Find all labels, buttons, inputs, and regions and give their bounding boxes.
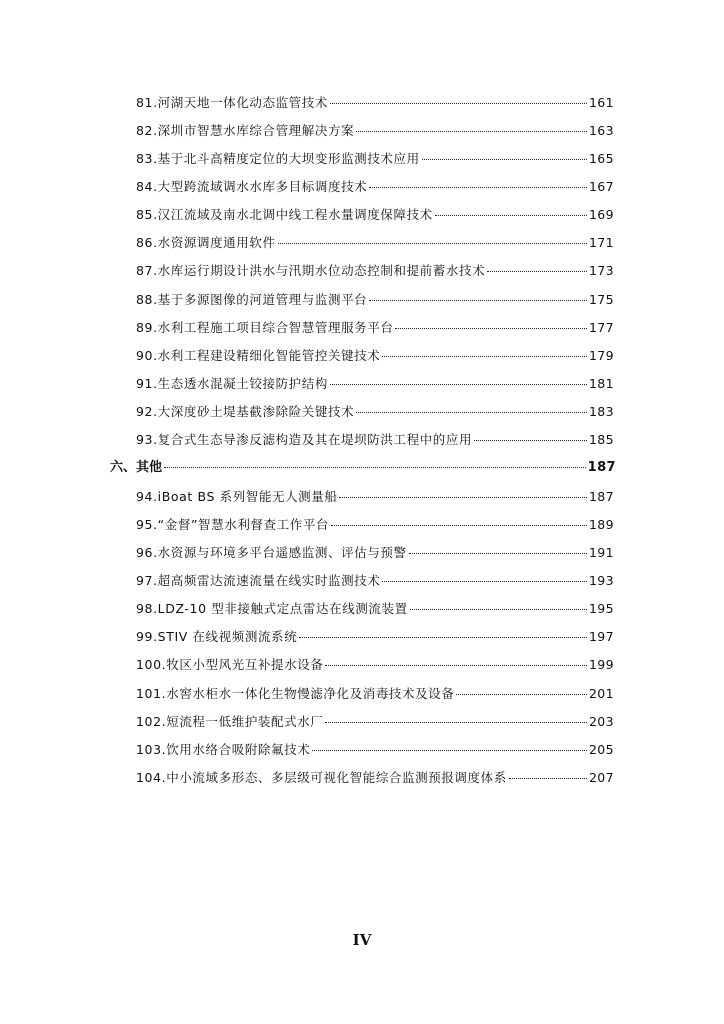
toc-entry-label: 88.基于多源图像的河道管理与监测平台 [136, 292, 368, 307]
toc-entry-page: 179 [588, 348, 614, 363]
toc-entry-label: 100.牧区小型风光互补提水设备 [136, 657, 324, 672]
toc-entry-91[interactable] [136, 376, 614, 392]
leader-dots [356, 411, 587, 413]
leader-dots [409, 552, 587, 554]
toc-entry-page: 183 [588, 404, 614, 419]
toc-entry-page: 169 [588, 207, 614, 222]
toc-entry-label: 97.超高频雷达流速流量在线实时监测技术 [136, 573, 381, 588]
toc-entry-label: 94.iBoat BS 系列智能无人测量船 [136, 489, 338, 504]
toc-entry-page: 195 [588, 601, 614, 616]
toc-entry-89[interactable] [136, 320, 614, 336]
toc-entry-page: 203 [588, 714, 614, 729]
leader-dots [369, 299, 587, 301]
toc-entry-98[interactable] [136, 601, 614, 617]
toc-entry-page: 189 [588, 517, 614, 532]
leader-dots [331, 524, 587, 526]
toc-entry-label: 89.水利工程施工项目综合智慧管理服务平台 [136, 320, 394, 335]
toc-entry-page: 173 [588, 263, 614, 278]
toc-entry-page: 187 [588, 489, 614, 504]
toc-entry-page: 175 [588, 292, 614, 307]
toc-section-other[interactable] [110, 460, 616, 476]
toc-entry-label: 86.水资源调度通用软件 [136, 235, 276, 250]
toc-entry-page: 199 [588, 657, 614, 672]
toc-entry-page: 161 [588, 95, 614, 110]
toc-entry-92[interactable] [136, 404, 614, 420]
leader-dots [410, 608, 587, 610]
toc-entry-page: 165 [588, 151, 614, 166]
leader-dots [330, 383, 587, 385]
toc-entry-label: 99.STIV 在线视频测流系统 [136, 629, 298, 644]
toc-entry-page: 171 [588, 235, 614, 250]
toc-entry-103[interactable] [136, 742, 614, 758]
toc-entry-page: 205 [588, 742, 614, 757]
toc-entry-label: 93.复合式生态导渗反滤构造及其在堤坝防洪工程中的应用 [136, 432, 473, 447]
toc-entry-101[interactable] [136, 686, 614, 702]
leader-dots [382, 580, 587, 582]
toc-entry-104[interactable] [136, 770, 614, 786]
toc-entry-page: 207 [588, 770, 614, 785]
toc-entry-label: 90.水利工程建设精细化智能管控关键技术 [136, 348, 381, 363]
toc-entry-page: 185 [588, 432, 614, 447]
toc-entry-page: 191 [588, 545, 614, 560]
toc-entry-label: 95.“金督”智慧水利督查工作平台 [136, 517, 330, 532]
leader-dots [339, 496, 586, 498]
toc-entry-96[interactable] [136, 545, 614, 561]
toc-entry-label: 96.水资源与环境多平台遥感监测、评估与预警 [136, 545, 407, 560]
leader-dots [312, 749, 587, 751]
page-number: IV [352, 931, 372, 949]
toc-entry-label: 91.生态透水混凝土铰接防护结构 [136, 376, 328, 391]
leader-dots [509, 777, 587, 779]
toc-entry-label: 92.大深度砂土堤基截渗除险关键技术 [136, 404, 355, 419]
toc-entry-83[interactable] [136, 151, 614, 167]
toc-entry-82[interactable] [136, 123, 614, 139]
toc-entry-page: 193 [588, 573, 614, 588]
leader-dots [435, 214, 587, 216]
toc-entry-label: 84.大型跨流域调水水库多目标调度技术 [136, 179, 368, 194]
toc-entry-label: 102.短流程一低维护装配式水厂 [136, 714, 324, 729]
toc-section-label: 六、其他 [110, 460, 163, 475]
leader-dots [456, 693, 587, 695]
toc-entry-95[interactable] [136, 517, 614, 533]
toc-section-page: 187 [587, 460, 616, 475]
toc-entry-81[interactable] [136, 95, 614, 111]
toc-entry-label: 85.汉江流域及南水北调中线工程水量调度保障技术 [136, 207, 433, 222]
toc-entry-90[interactable] [136, 348, 614, 364]
leader-dots [487, 270, 587, 272]
toc-entry-label: 101.水窖水柜水一体化生物慢滤净化及消毒技术及设备 [136, 686, 455, 701]
toc-entry-88[interactable] [136, 292, 614, 308]
leader-dots [422, 158, 587, 160]
toc-entry-label: 103.饮用水络合吸附除氟技术 [136, 742, 311, 757]
leader-dots [369, 186, 587, 188]
leader-dots [395, 327, 586, 329]
leader-dots [474, 439, 587, 441]
toc-entry-page: 163 [588, 123, 614, 138]
toc-entry-85[interactable] [136, 207, 614, 223]
leader-dots [325, 664, 587, 666]
toc-entry-84[interactable] [136, 179, 614, 195]
leader-dots [382, 355, 587, 357]
toc-entry-94[interactable] [136, 489, 614, 505]
leader-dots [299, 636, 587, 638]
toc-entry-label: 81.河湖天地一体化动态监管技术 [136, 95, 328, 110]
leader-dots [164, 466, 586, 468]
toc-entry-93[interactable] [136, 432, 614, 448]
toc-entry-100[interactable] [136, 657, 614, 673]
leader-dots [356, 130, 587, 132]
toc-entry-87[interactable] [136, 263, 614, 279]
toc-entry-page: 177 [588, 320, 614, 335]
toc-entry-page: 181 [588, 376, 614, 391]
toc-entry-102[interactable] [136, 714, 614, 730]
toc-entry-page: 201 [588, 686, 614, 701]
leader-dots [330, 102, 587, 104]
leader-dots [325, 721, 587, 723]
toc-entry-97[interactable] [136, 573, 614, 589]
toc-entry-label: 82.深圳市智慧水库综合管理解决方案 [136, 123, 355, 138]
toc-entry-label: 83.基于北斗高精度定位的大坝变形监测技术应用 [136, 151, 420, 166]
toc-entry-page: 197 [588, 629, 614, 644]
toc-entry-86[interactable] [136, 235, 614, 251]
toc-entry-99[interactable] [136, 629, 614, 645]
toc-entry-label: 98.LDZ-10 型非接触式定点雷达在线测流装置 [136, 601, 408, 616]
toc-entry-page: 167 [588, 179, 614, 194]
toc-entry-label: 104.中小流域多形态、多层级可视化智能综合监测预报调度体系 [136, 770, 507, 785]
toc-entry-label: 87.水库运行期设计洪水与汛期水位动态控制和提前蓄水技术 [136, 263, 486, 278]
leader-dots [278, 242, 587, 244]
